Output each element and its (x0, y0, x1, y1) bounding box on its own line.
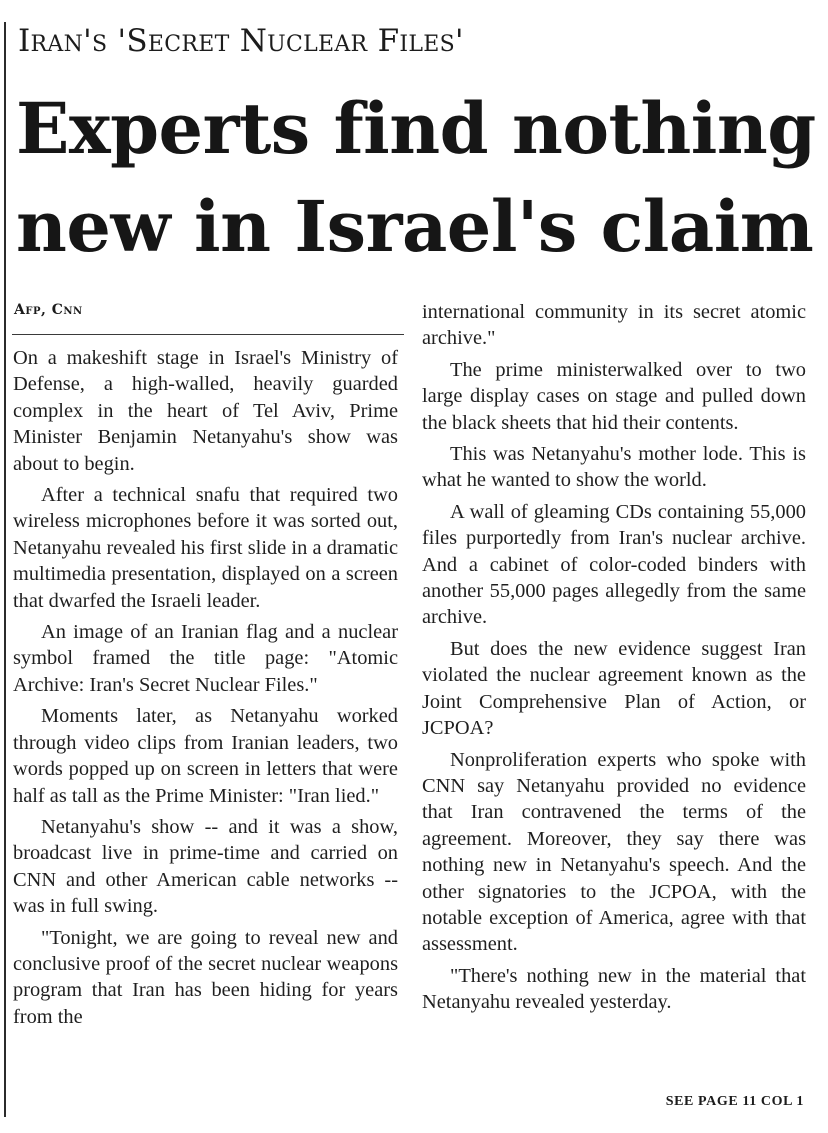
kicker: Iran's 'Secret Nuclear Files' (18, 23, 464, 59)
article-column-right (422, 299, 806, 1089)
headline (16, 80, 816, 276)
paragraph: The prime ministerwalked over to two large display cases on stage and pulled down the black sheets that hid their contents. (422, 358, 806, 434)
paragraph: Netanyahu's show -- and it was a show, broadcast live in prime-time and carried on CNN and other American cable networks -- was in full swing. (13, 815, 398, 918)
paragraph: After a technical snafu that required two wireless microphones before it was sorted out, Netanyahu revealed his first slide in a dramatic multimedia presentation, displayed on a screen that dwarfed the Israeli leader. (13, 484, 398, 612)
column-rule (4, 22, 6, 1117)
paragraph: A wall of gleaming CDs containing 55,000 files purportedly from Iran's nuclear archive. And a cabinet of color-coded binders with another 55,000 pages allegedly from the same archive. (422, 500, 806, 629)
headline-line-2: new in Israel's claim (16, 185, 814, 268)
paragraph: But does the new evidence suggest Iran violated the nuclear agreement known as the Joint Comprehensive Plan of Action, or JCPOA? (422, 637, 806, 740)
paragraph: "There's nothing new in the material that Netanyahu revealed yesterday. (422, 964, 806, 1014)
headline-line-1: Experts find nothing (16, 87, 816, 170)
paragraph: "Tonight, we are going to reveal new and conclusive proof of the secret nuclear weapons program that Iran has been hiding for years from the (13, 926, 398, 1028)
paragraph: An image of an Iranian flag and a nuclear symbol framed the title page: "Atomic Archive: Iran's Secret Nuclear Files." (13, 621, 398, 696)
continuation-note: SEE PAGE 11 COL 1 (665, 1094, 804, 1109)
paragraph: Nonproliferation experts who spoke with CNN say Netanyahu provided no evidence that Iran contravened the terms of the agreement. Moreover, they say there was nothing new in Netanyahu's speech. And the other signatories to the JCPOA, with the notable exception of America, agree with that assessment. (422, 748, 806, 956)
article-column-left (13, 345, 398, 1125)
paragraph: international community in its secret atomic archive." (422, 301, 806, 350)
byline: Afp, Cnn (14, 302, 83, 318)
paragraph: On a makeshift stage in Israel's Ministry of Defense, a high-walled, heavily guarded complex in the heart of Tel Aviv, Prime Minister Benjamin Netanyahu's show was about to begin. (13, 347, 398, 475)
byline-divider (12, 334, 404, 335)
paragraph: Moments later, as Netanyahu worked through video clips from Iranian leaders, two words popped up on screen in letters that were half as tall as the Prime Minister: "Iran lied." (13, 705, 398, 807)
paragraph: This was Netanyahu's mother lode. This is what he wanted to show the world. (422, 443, 806, 492)
